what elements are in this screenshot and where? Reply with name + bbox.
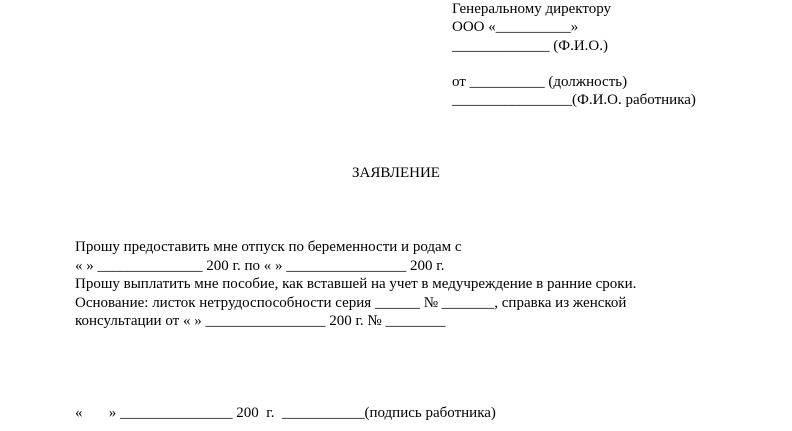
- sender-name: ________________(Ф.И.О. работника): [452, 92, 696, 108]
- body-line-basis: Основание: листок нетрудоспособности серия ______ № _______, справка из женской: [75, 295, 627, 311]
- addressee-company: ООО «__________»: [452, 19, 579, 35]
- body-line-benefit: Прошу выплатить мне пособие, как вставшей на учет в медучреждение в ранние сроки.: [75, 276, 637, 292]
- body-line-dates: « » ______________ 200 г. по « » ________________ 200 г.: [75, 258, 445, 274]
- document-title: ЗАЯВЛЕНИЕ: [352, 165, 440, 181]
- addressee-name: _____________ (Ф.И.О.): [452, 38, 609, 54]
- body-line-consultation: консультации от « » ________________ 200 г. № ________: [75, 313, 446, 329]
- signature-line: « » _______________ 200 г. ___________(подпись работника): [75, 405, 496, 421]
- addressee-director: Генеральному директору: [452, 1, 612, 17]
- body-line-request: Прошу предоставить мне отпуск по беременности и родам с: [75, 239, 462, 255]
- sender-position: от __________ (должность): [452, 74, 628, 90]
